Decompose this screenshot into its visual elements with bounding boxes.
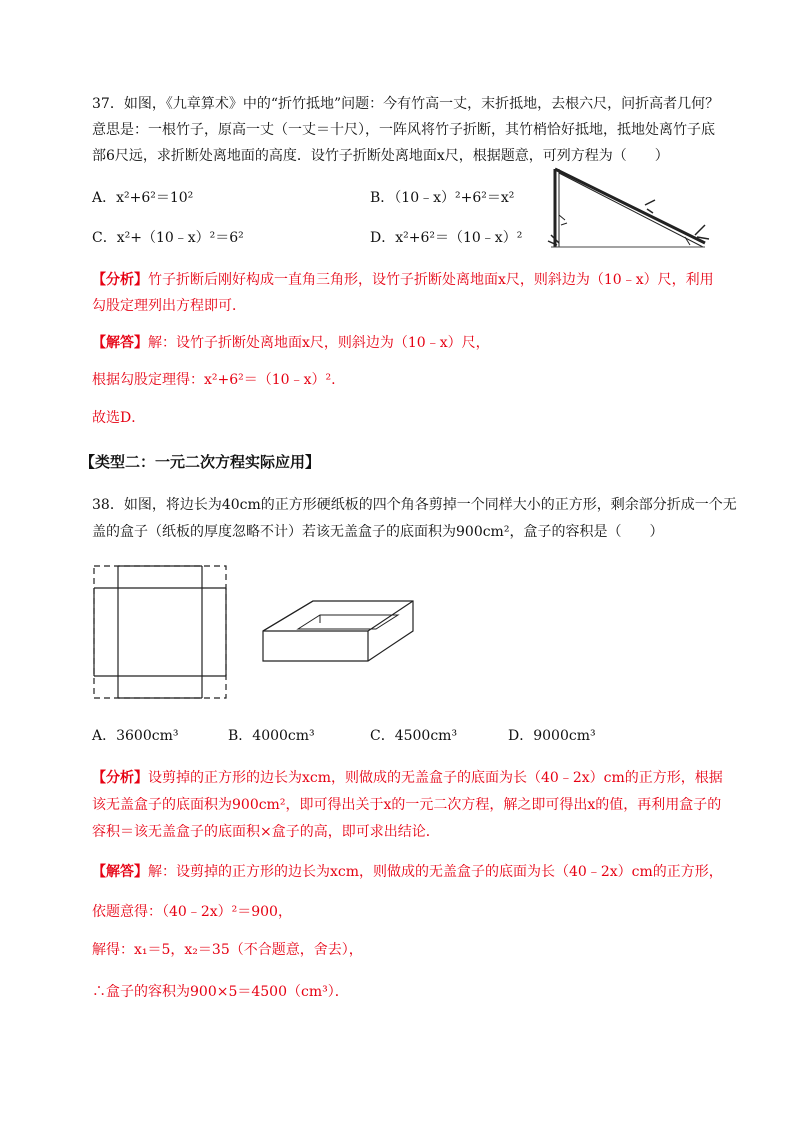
q38-option-b: B．4000cm³ bbox=[228, 728, 315, 744]
q37-option-a: A．x²+6²＝10² bbox=[92, 190, 194, 206]
q38-answer-text1: 解：设剪掉的正方形的边长为xcm，则做成的无盖盒子的底面为长（40﹣2x）cm的正方形， bbox=[148, 864, 723, 880]
q37-answer-line1 bbox=[92, 333, 490, 353]
q37-answer-line2: 根据勾股定理得：x²+6²＝（10﹣x）². bbox=[92, 372, 336, 388]
q38-answer-line3: 解得：x₁＝5，x₂＝35（不合题意，舍去）， bbox=[92, 942, 363, 958]
q38-stem-line1: 38．如图，将边长为40cm的正方形硬纸板的四个角各剪掉一个同样大小的正方形，剩余部分折成一个无 bbox=[92, 497, 737, 513]
q37-analysis-tag: 【分析】 bbox=[92, 272, 148, 288]
q37-option-c: C．x²+（10﹣x）²＝6² bbox=[92, 230, 244, 246]
q37-stem-line1: 37．如图，《九章算术》中的“折竹抵地”问题：今有竹高一丈，末折抵地，去根六尺，问折高者几何？ bbox=[92, 96, 720, 112]
q38-stem-line2: 盖的盒子（纸板的厚度忽略不计）若该无盖盒子的底面积为900cm²，盒子的容积是（ ） bbox=[92, 524, 664, 540]
q38-option-c: C．4500cm³ bbox=[370, 728, 458, 744]
q37-answer-tag: 【解答】 bbox=[92, 335, 148, 351]
q38-analysis-tag: 【分析】 bbox=[92, 770, 148, 786]
section-title: 【类型二：一元二次方程实际应用】 bbox=[80, 453, 321, 471]
q37-analysis-line2: 勾股定理列出方程即可． bbox=[92, 298, 246, 314]
q38-answer-tag: 【解答】 bbox=[92, 864, 148, 880]
q37-option-d: D．x²+6²＝（10﹣x）² bbox=[370, 230, 523, 246]
q38-answer-line4: ∴盒子的容积为900×5＝4500（cm³）． bbox=[92, 984, 349, 1000]
bamboo-figure bbox=[545, 165, 715, 255]
open-box-figure bbox=[258, 595, 418, 675]
q37-analysis-line1 bbox=[92, 270, 714, 290]
q37-option-b: B．（10﹣x）²+6²＝x² bbox=[370, 190, 515, 206]
q38-analysis-line1 bbox=[92, 768, 723, 788]
q37-answer-line3: 故选D． bbox=[92, 410, 146, 426]
q37-answer-text1: 解：设竹子折断处离地面x尺，则斜边为（10﹣x）尺， bbox=[148, 335, 490, 351]
cardboard-net-figure bbox=[88, 560, 238, 710]
q38-option-d: D．9000cm³ bbox=[508, 728, 596, 744]
q38-answer-line2: 依题意得：（40﹣2x）²＝900， bbox=[92, 904, 292, 920]
q37-stem-line2: 意思是：一根竹子，原高一丈（一丈＝十尺），一阵风将竹子折断，其竹梢恰好抵地，抵地处离竹子底 bbox=[92, 122, 715, 138]
q38-analysis-line3: 容积＝该无盖盒子的底面积×盒子的高，即可求出结论． bbox=[92, 824, 440, 840]
q38-option-a: A．3600cm³ bbox=[92, 728, 179, 744]
q37-analysis-text1: 竹子折断后刚好构成一直角三角形，设竹子折断处离地面x尺，则斜边为（10﹣x）尺，利用 bbox=[148, 272, 714, 288]
q37-stem-line3: 部6尺远，求折断处离地面的高度．设竹子折断处离地面x尺，根据题意，可列方程为（ ） bbox=[92, 148, 669, 164]
q38-answer-line1 bbox=[92, 862, 723, 882]
q38-analysis-text1: 设剪掉的正方形的边长为xcm，则做成的无盖盒子的底面为长（40﹣2x）cm的正方形，根据 bbox=[148, 770, 723, 786]
q38-analysis-line2: 该无盖盒子的底面积为900cm²，即可得出关于x的一元二次方程，解之即可得出x的值，再利用盒子的 bbox=[92, 797, 722, 813]
